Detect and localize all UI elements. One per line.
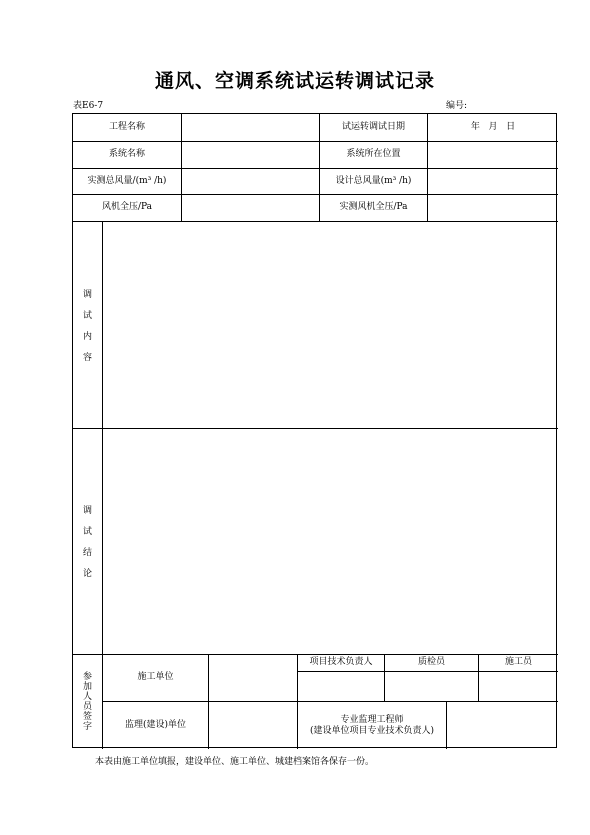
supervisor-field[interactable] (209, 702, 297, 749)
contractor-field[interactable] (209, 654, 297, 701)
tech-lead-signature[interactable] (298, 672, 384, 701)
debug-content-label: 调 试 内 容 (82, 289, 92, 363)
fan-pressure-label: 风机全压/Pa (101, 202, 153, 212)
system-location-label: 系统所在位置 (346, 149, 401, 159)
system-name-label: 系统名称 (108, 149, 145, 159)
project-name-field[interactable] (182, 114, 319, 141)
debug-conclusion-area[interactable] (103, 429, 558, 654)
serial-number-label: 编号: (446, 101, 468, 111)
record-form (72, 113, 557, 748)
inspector-signature[interactable] (385, 672, 478, 701)
page-title: 通风、空调系统试运转调试记录 (154, 70, 435, 92)
measured-airflow-field[interactable] (182, 168, 319, 194)
trial-date-label: 试运转调试日期 (341, 122, 405, 132)
footnote: 本表由施工单位填报，建设单位、施工单位、城建档案馆各保存一份。 (95, 757, 375, 767)
contractor-label: 施工单位 (137, 672, 174, 682)
supervisor-label: 监理(建设)单位 (124, 720, 187, 730)
tech-lead-label: 项目技术负责人 (309, 657, 373, 667)
system-name-field[interactable] (182, 141, 319, 168)
constructor-label: 施工员 (504, 657, 532, 667)
engineer-label: 专业监理工程师 (建设单位项目专业技术负责人) (309, 714, 435, 736)
project-name-label: 工程名称 (108, 122, 145, 132)
system-location-field[interactable] (428, 141, 558, 168)
trial-date-field[interactable]: 年 月 日 (470, 122, 516, 132)
form-number: 表E6-7 (73, 101, 104, 111)
measured-airflow-label: 实测总风量/(m³ /h) (87, 175, 167, 186)
debug-content-area[interactable] (103, 222, 558, 428)
design-airflow-field[interactable] (428, 168, 558, 194)
design-airflow-label: 设计总风量(m³ /h) (335, 175, 412, 186)
measured-fan-pressure-field[interactable] (428, 194, 558, 221)
debug-conclusion-label: 调 试 结 论 (82, 506, 92, 579)
fan-pressure-field[interactable] (182, 194, 319, 221)
constructor-signature[interactable] (479, 672, 558, 701)
inspector-label: 质检员 (417, 657, 445, 667)
signatures-label: 参 加 人 员 签 字 (82, 671, 92, 732)
engineer-signature[interactable] (447, 702, 558, 749)
measured-fan-pressure-label: 实测风机全压/Pa (339, 202, 408, 212)
